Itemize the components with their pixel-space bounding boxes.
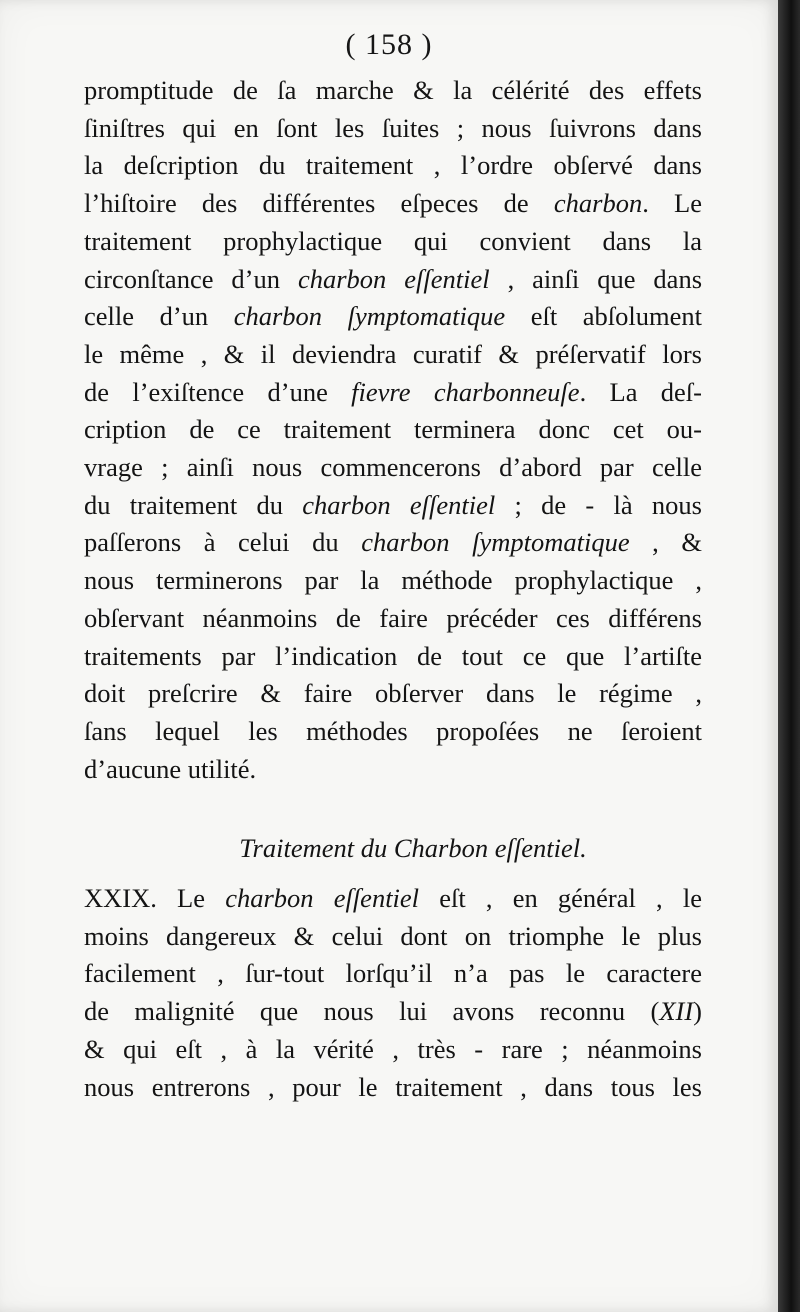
text-run: doit preſcrire & faire obſerver dans le régime , <box>84 678 702 709</box>
italic-text: charbon ſymptomatique <box>233 301 506 332</box>
text-run: cription de ce traitement terminera donc cet ou- <box>84 414 702 445</box>
text-run: de l’exiſtence d’une <box>84 376 352 407</box>
text-line <box>84 449 702 487</box>
text-line <box>84 1069 702 1107</box>
text-line <box>84 185 702 223</box>
text-run: vrage ; ainſi nous commencerons d’abord par celle <box>84 452 702 483</box>
text-line <box>84 147 702 185</box>
text-line <box>84 336 702 374</box>
text-line <box>84 223 702 261</box>
text-run: circonſtance d’un <box>84 263 298 294</box>
text-run: nous terminerons par la méthode prophylactique , <box>84 565 702 596</box>
section-heading: Traitement du Charbon eſſentiel. <box>239 833 587 863</box>
text-run: l’hiſtoire des différentes eſpeces de <box>84 188 554 219</box>
text-run: promptitude de ſa marche & la célérité des effets <box>84 75 702 105</box>
text-run: ; de - là nous <box>495 489 702 520</box>
paragraph-intro <box>84 72 702 788</box>
italic-text: charbon ſymptomatique <box>361 527 630 558</box>
text-run: d’aucune utilité. <box>84 753 257 784</box>
text-line <box>84 110 702 148</box>
text-line <box>84 638 702 676</box>
text-run: moins dangereux & celui dont on triomphe le plus <box>84 920 702 951</box>
text-run: facilement , ſur-tout lorſqu’il n’a pas le caractere <box>84 958 702 989</box>
italic-text: XII <box>659 996 694 1027</box>
text-run: nous entrerons , pour le traitement , dans tous les <box>84 1071 702 1102</box>
text-run: traitements par l’indication de tout ce que l’artiſte <box>84 640 702 671</box>
text-line <box>84 713 702 751</box>
text-line <box>84 261 702 299</box>
text-run: le même , & il deviendra curatif & préſervatif lors <box>84 338 702 369</box>
italic-text: charbon eſſentiel <box>297 263 490 294</box>
paragraph-section-xxix <box>84 880 702 1106</box>
text-line <box>84 918 702 956</box>
italic-text: fievre charbonneuſe <box>351 376 580 407</box>
text-run: ) <box>693 996 702 1027</box>
text-run: eſt abſolument <box>505 301 702 332</box>
text-line <box>84 1031 702 1069</box>
text-run: paſſerons à celui du <box>84 527 362 558</box>
text-line <box>84 600 702 638</box>
text-run: . La deſ- <box>579 376 702 407</box>
text-run: . Le <box>642 188 702 219</box>
page-edge-shadow <box>778 0 800 1312</box>
text-line <box>84 675 702 713</box>
text-line <box>84 374 702 412</box>
text-line <box>84 880 702 918</box>
text-run: obſervant néanmoins de faire précéder ces différens <box>84 602 702 633</box>
text-run: ſiniſtres qui en ſont les ſuites ; nous ſuivrons dans <box>84 112 702 143</box>
text-run: du traitement du <box>84 489 303 520</box>
text-run: , & <box>629 527 702 558</box>
text-run: ſans lequel les méthodes propoſées ne ſeroient <box>84 715 702 746</box>
italic-text: charbon eſſentiel <box>302 489 496 520</box>
text-run: la deſcription du traitement , l’ordre obſervé dans <box>84 150 702 181</box>
italic-text: charbon <box>553 188 643 219</box>
text-run: celle d’un <box>84 301 234 332</box>
text-line <box>84 298 702 336</box>
text-run: & qui eſt , à la vérité , très - rare ; néanmoins <box>84 1033 702 1064</box>
text-line <box>84 751 702 789</box>
text-line <box>84 411 702 449</box>
text-line <box>84 955 702 993</box>
text-run: traitement prophylactique qui convient dans la <box>84 225 702 256</box>
text-run: XXIX. Le <box>84 883 226 913</box>
text-run: de malignité que nous lui avons reconnu ( <box>84 996 660 1027</box>
text-line <box>84 72 702 110</box>
text-run: eſt , en général , le <box>419 883 702 913</box>
text-run: , ainſi que dans <box>489 263 703 294</box>
italic-text: charbon eſſentiel <box>225 883 420 913</box>
text-line <box>84 487 702 525</box>
page-number: ( 158 ) <box>345 28 433 61</box>
text-line <box>84 562 702 600</box>
text-line <box>84 993 702 1031</box>
text-line <box>84 524 702 562</box>
